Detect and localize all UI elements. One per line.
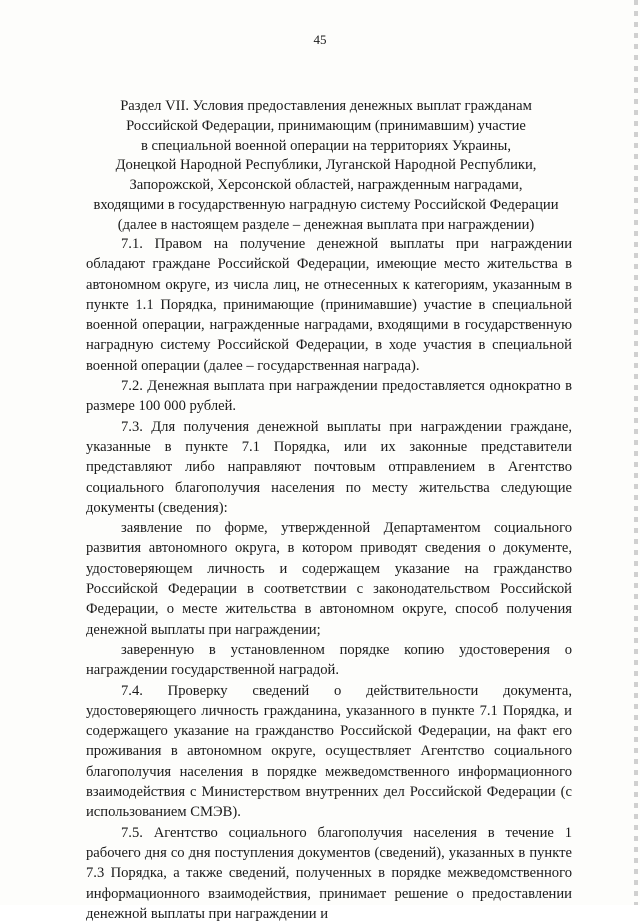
paragraph-7-4: 7.4. Проверку сведений о действительности документа, удостоверяющего личность гражданина, указанного в пункте 7.1 Порядка, и содержащего указание на гражданство Российской Федерации, на факт его проживания в автономном округе, осуществляет Агентство социального благополучия населения в порядке межведомственного информационного взаимодействия с Министерством внутренних дел Российской Федерации (с использованием СМЭВ). [86, 682, 572, 821]
section-title [80, 97, 572, 236]
section-title-line: Донецкой Народной Республики, Луганской Народной Республики, [115, 157, 537, 174]
section-title-line: входящими в государственную наградную систему Российской Федерации [93, 196, 559, 213]
paragraph-7-5: 7.5. Агентство социального благополучия населения в течение 1 рабочего дня со дня поступления документов (сведений), указанных в пункте 7.3 Порядка, а также сведений, полученных в порядке межведомственного информационного взаимодействия, принимает решение о предоставлении денежной выплаты при награждении и [86, 824, 572, 922]
section-title-line: Российской Федерации, принимающим (принимавшим) участие [126, 117, 526, 134]
paragraph-7-3-application-item: заявление по форме, утвержденной Департаментом социального развития автономного округа, в котором приводят сведения о документе, удостоверяющем личность и содержащем указание на гражданство Российской Федерации в соответствии с законодательством Российской Федерации, о месте жительства в автономном округе, способ получения денежной выплаты при награждении; [86, 520, 572, 638]
page-number: 45 [313, 32, 327, 47]
paragraph-7-1: 7.1. Правом на получение денежной выплаты при награждении обладают граждане Российской Федерации, имеющие место жительства в автономном округе, из числа лиц, не отнесенных к категориям, указанным в пункте 1.1 Порядка, принимающие (принимавшие) участие в специальной военной операции, награжденные наградами, входящими в государственную наградную систему Российской Федерации, в ходе участия в специальной военной операции (далее – государственная награда). [86, 236, 572, 374]
paragraph-7-3-certificate-copy-item: заверенную в установленном порядке копию удостоверения о награждении государственной наградой. [86, 641, 572, 679]
section-body [86, 234, 572, 924]
scan-edge-artifact [634, 0, 638, 905]
section-title-line: (далее в настоящем разделе – денежная выплата при награждении) [117, 216, 535, 233]
section-title-line: Запорожской, Херсонской областей, награжденным наградами, [129, 177, 523, 194]
section-title-line: в специальной военной операции на территориях Украины, [140, 137, 512, 154]
section-title-line: Раздел VII. Условия предоставления денежных выплат гражданам [120, 98, 532, 114]
paragraph-7-3: 7.3. Для получения денежной выплаты при награждении граждане, указанные в пункте 7.1 Порядка, или их законные представители представляют либо направляют почтовым отправлением в Агентство социального благополучия населения по месту жительства следующие документы (сведения): [86, 418, 572, 516]
paragraph-7-2: 7.2. Денежная выплата при награждении предоставляется однократно в размере 100 000 рублей. [86, 378, 572, 415]
